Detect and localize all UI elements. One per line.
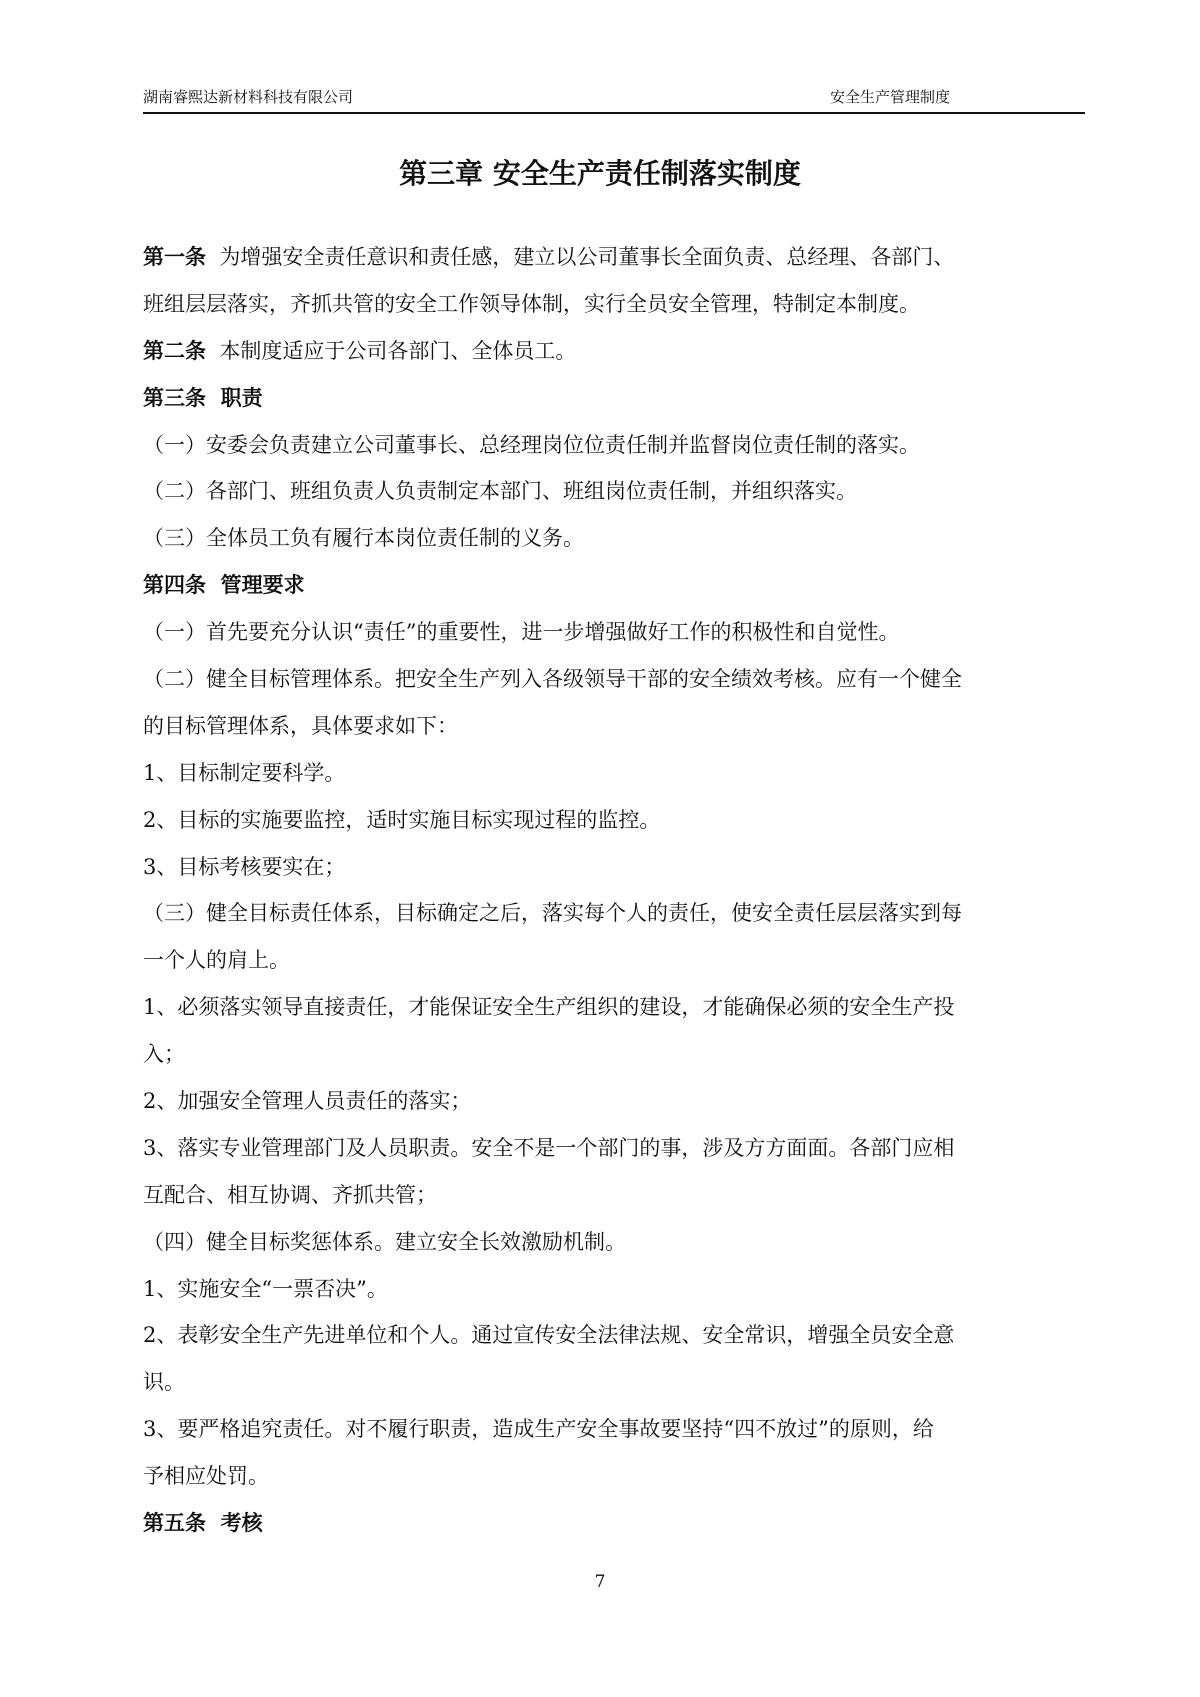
article-1-line-2: 班组层层落实，齐抓共管的安全工作领导体制，实行全员安全管理，特制定本制度。 (143, 291, 920, 316)
article-4-line: 3、目标考核要实在； (143, 854, 346, 879)
article-4-heading-text: 管理要求 (220, 573, 305, 598)
header-doc-title: 安全生产管理制度 (829, 88, 950, 106)
article-4-line: 3、要严格追究责任。对不履行职责，造成生产安全事故要坚持“四不放过”的原则，给 (143, 1417, 934, 1442)
header-company: 湖南睿熙达新材料科技有限公司 (143, 88, 354, 106)
article-4-line: 3、落实专业管理部门及人员职责。安全不是一个部门的事，涉及方方面面。各部门应相 (143, 1135, 955, 1160)
article-3-heading-text: 职责 (220, 385, 263, 410)
article-4-line: （四）健全目标奖惩体系。建立安全长效激励机制。 (143, 1229, 626, 1254)
article-2-text: 本制度适应于公司各部门、全体员工。 (219, 338, 577, 363)
page-header (143, 80, 1085, 114)
article-4-line: 1、实施安全“一票否决”。 (143, 1276, 388, 1301)
article-3-label: 第三条 (143, 385, 206, 410)
article-5-heading-text: 考核 (220, 1511, 263, 1536)
article-1-label: 第一条 (143, 245, 206, 269)
article-4-line: 互配合、相互协调、齐抓共管； (143, 1182, 437, 1207)
article-3-item: （三）全体员工负有履行本岗位责任制的义务。 (143, 526, 584, 551)
article-3-heading (143, 375, 1086, 422)
article-4-line: （一）首先要充分认识“责任”的重要性，进一步增强做好工作的积极性和自觉性。 (143, 620, 900, 645)
article-4-line: 的目标管理体系，具体要求如下： (143, 713, 458, 738)
article-3-item: （二）各部门、班组负责人负责制定本部门、班组岗位责任制，并组织落实。 (143, 479, 857, 504)
article-2-label: 第二条 (143, 338, 206, 363)
article-4-line: 2、表彰安全生产先进单位和个人。通过宣传安全法律法规、安全常识，增强全员安全意 (143, 1323, 955, 1348)
article-4-line: 2、加强安全管理人员责任的落实； (143, 1089, 472, 1114)
article-1-text-1: 为增强安全责任意识和责任感，建立以公司董事长全面负责、总经理、各部门、 (219, 245, 955, 269)
article-4-line: 识。 (143, 1370, 185, 1395)
article-5-heading (143, 1500, 1086, 1547)
document-body (143, 234, 1086, 1547)
article-4-line: （三）健全目标责任体系，目标确定之后，落实每个人的责任，使安全责任层层落实到每 (143, 901, 962, 926)
article-5-label: 第五条 (143, 1511, 206, 1536)
article-4-line: 入； (143, 1042, 185, 1067)
chapter-title: 第三章 安全生产责任制落实制度 (399, 157, 801, 190)
article-4-line: 一个人的肩上。 (143, 948, 290, 973)
article-4-heading (143, 562, 1086, 609)
page-number: 7 (594, 1572, 606, 1592)
article-1-line-1 (143, 234, 1086, 281)
article-4-line: 予相应处罚。 (143, 1464, 269, 1489)
article-4-line: 1、必须落实领导直接责任，才能保证安全生产组织的建设，才能确保必须的安全生产投 (143, 995, 955, 1020)
article-3-item: （一）安委会负责建立公司董事长、总经理岗位位责任制并监督岗位责任制的落实。 (143, 432, 920, 457)
article-4-label: 第四条 (143, 573, 206, 598)
article-4-line: 2、目标的实施要监控，适时实施目标实现过程的监控。 (143, 807, 661, 832)
article-4-line: （二）健全目标管理体系。把安全生产列入各级领导干部的安全绩效考核。应有一个健全 (143, 667, 962, 692)
article-4-line: 1、目标制定要科学。 (143, 760, 346, 785)
article-2-line (143, 328, 1086, 375)
